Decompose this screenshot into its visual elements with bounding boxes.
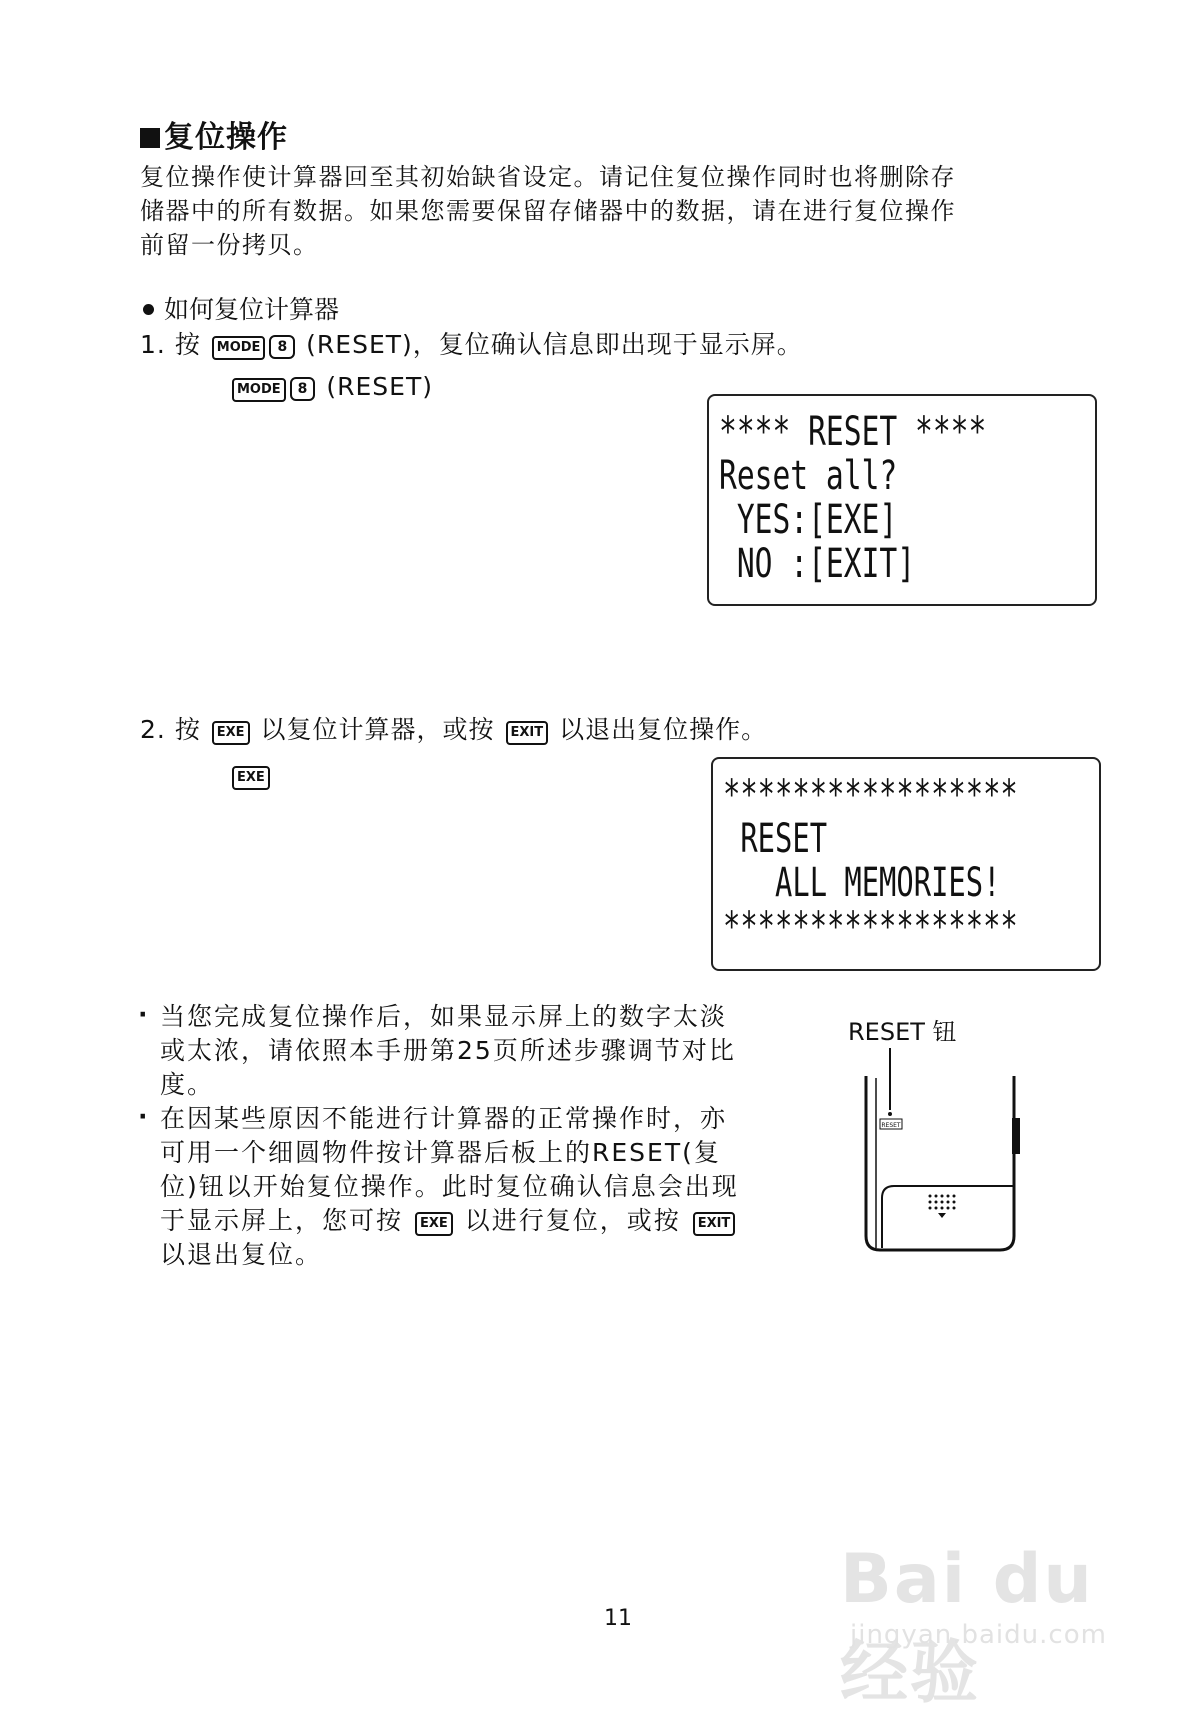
calculator-back-illustration bbox=[850, 1048, 1030, 1258]
reset-hole-icon bbox=[888, 1112, 892, 1116]
lcd-line: ALL MEMORIES! bbox=[723, 860, 1001, 906]
exit-key-icon: EXIT bbox=[693, 1212, 736, 1236]
lcd-line: Reset all? bbox=[719, 453, 898, 499]
reset-label: RESET bbox=[881, 1122, 901, 1129]
intro-paragraph bbox=[140, 160, 1100, 262]
lcd-reset-confirm bbox=[707, 394, 1097, 606]
note-item: · 在因某些原因不能进行计算器的正常操作时，亦可用一个细圆物件按计算器后板上的RESET(复位)钮以开始复位操作。此时复位确认信息会出现于显示屏上，您可按 EXE 以进行复位，或按 EXIT 以退出复位。 bbox=[138, 1102, 750, 1272]
baidu-watermark-url: jingyan.baidu.com bbox=[850, 1620, 1107, 1650]
mode-key-icon: MODE bbox=[232, 378, 286, 402]
bullet-icon bbox=[143, 304, 154, 315]
section-heading: 复位操作 bbox=[140, 112, 288, 156]
calculator-outline bbox=[866, 1076, 1014, 1250]
baidu-watermark: Bai du 经验 bbox=[840, 1540, 1094, 1713]
key-8-icon: 8 bbox=[290, 377, 316, 401]
lcd-line: ***************** bbox=[723, 904, 1018, 950]
intro-line: 储器中的所有数据。如果您需要保留存储器中的数据，请在进行复位操作 bbox=[140, 197, 956, 225]
lcd-line: YES:[EXE] bbox=[719, 497, 898, 543]
step-1-keys: MODE 8 (RESET) bbox=[230, 372, 433, 402]
mode-key-icon: MODE bbox=[212, 336, 266, 360]
notes bbox=[138, 1000, 750, 1272]
note-item: · 当您完成复位操作后，如果显示屏上的数字太淡或太浓，请依照本手册第25页所述步骤调节对比度。 bbox=[138, 1000, 750, 1102]
lcd-line: **** RESET **** bbox=[719, 409, 987, 455]
lcd-line: ***************** bbox=[723, 772, 1018, 818]
lcd-line: RESET bbox=[723, 816, 828, 862]
exit-key-icon: EXIT bbox=[506, 721, 549, 745]
lcd-line: NO :[EXIT] bbox=[719, 541, 916, 587]
cover-grip-icon bbox=[929, 1195, 956, 1219]
key-8-icon: 8 bbox=[269, 335, 295, 359]
exe-key-icon: EXE bbox=[415, 1212, 453, 1236]
exe-key-icon: EXE bbox=[212, 721, 250, 745]
intro-line: 复位操作使计算器回至其初始缺省设定。请记住复位操作同时也将删除存 bbox=[140, 163, 956, 191]
side-button bbox=[1012, 1118, 1020, 1154]
exe-key-icon: EXE bbox=[232, 766, 270, 790]
step-2-key bbox=[230, 760, 272, 790]
reset-button-caption: RESET 钮 bbox=[848, 1018, 957, 1046]
page-number: 11 bbox=[604, 1606, 632, 1631]
subheading: 如何复位计算器 bbox=[140, 290, 339, 326]
intro-line: 前留一份拷贝。 bbox=[140, 231, 319, 259]
black-square-icon bbox=[140, 128, 160, 148]
lcd-reset-done bbox=[711, 757, 1101, 971]
step-2: 2. 按 EXE 以复位计算器，或按 EXIT 以退出复位操作。 bbox=[140, 715, 768, 744]
step-1: 1. 按 MODE 8 (RESET)，复位确认信息即出现于显示屏。 bbox=[140, 330, 803, 359]
